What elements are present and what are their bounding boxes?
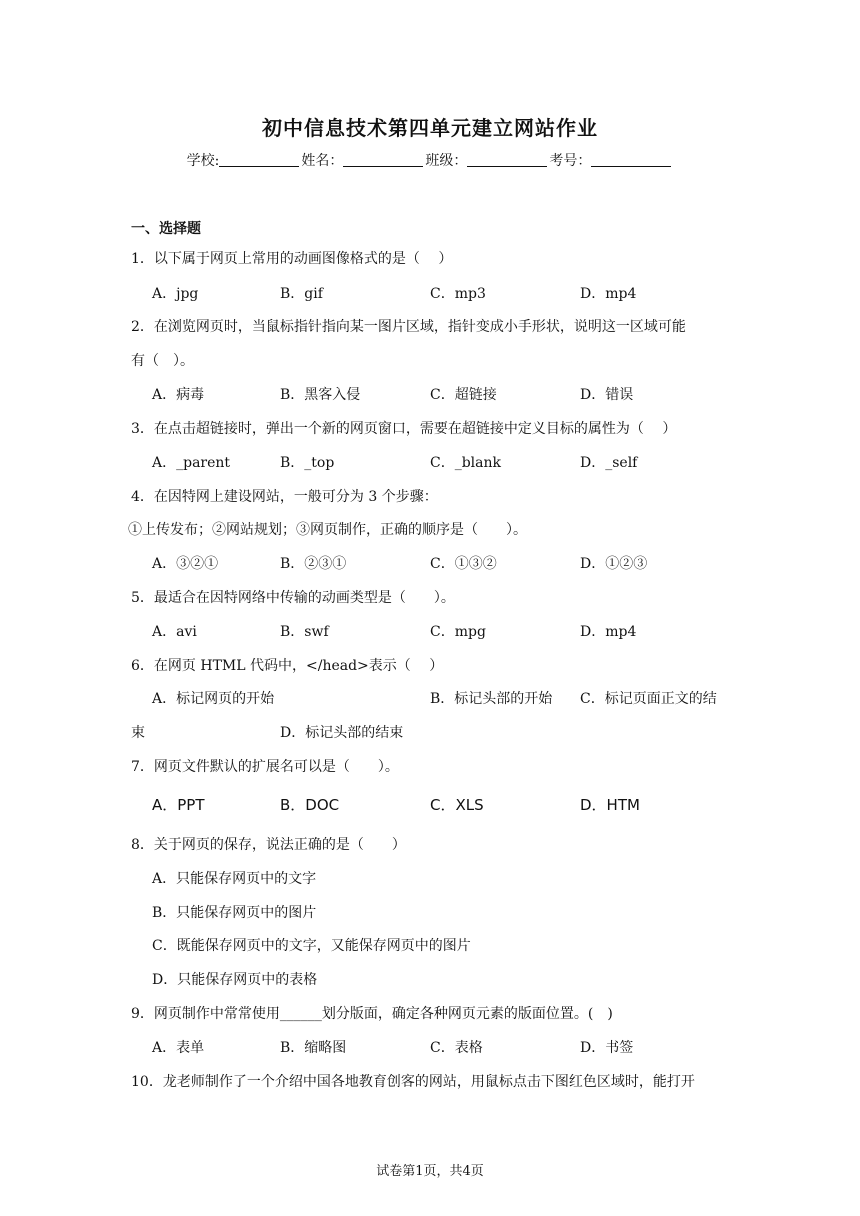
question-text: 在因特网上建设网站，一般可分为 3 个步骤： [153,489,438,505]
option-b [280,794,339,815]
page-title: 初中信息技术第四单元建立网站作业 [262,116,598,140]
exam-no-label: 考号： [549,153,592,169]
option-a-text: A．PPT [152,796,205,814]
question-10 [131,1071,695,1091]
question-text: 以下属于网页上常用的动画图像格式的是（ ） [153,251,453,267]
question-text: 网页文件默认的扩展名可以是（ ）。 [153,759,399,775]
question-number: 2． [131,319,154,335]
class-blank [467,152,547,167]
question-4 [131,486,438,506]
question-number: 4． [131,489,154,505]
option-a [152,794,205,815]
option-b: B．黑客入侵 [280,387,361,403]
question-number: 1． [131,251,154,267]
option-c: C．_blank [430,455,501,471]
option-c: C．mpg [430,624,486,640]
question-2-line-2: 有（ ）。 [131,353,194,369]
option-c-text: C．XLS [430,796,484,814]
question-text: 最适合在因特网络中传输的动画类型是（ ）。 [153,590,455,606]
question-number: 10． [131,1074,163,1090]
question-number: 9． [131,1006,154,1022]
option-d [580,794,640,815]
option-b: B．缩略图 [280,1040,347,1056]
section-title: 一、选择题 [131,221,201,237]
student-info-line [0,150,860,170]
option-c: C．超链接 [430,387,497,403]
question-text: 关于网页的保存，说法正确的是（ ） [153,837,406,853]
option-d: D．_self [580,455,638,471]
option-b: B．gif [280,286,323,302]
question-8 [131,834,406,854]
question-number: 8． [131,837,154,853]
option-b: B．②③① [280,556,347,572]
option-a: A．病毒 [152,387,205,403]
name-blank [343,152,423,167]
option-d: D．书签 [580,1040,634,1056]
option-d: D．错误 [580,387,634,403]
question-7 [131,756,399,776]
option-a: A．_parent [152,455,231,471]
option-a: A．表单 [152,1040,205,1056]
option-c: C．mp3 [430,286,486,302]
question-4-line-2: ①上传发布；②网站规划；③网页制作，正确的顺序是（ ）。 [128,522,527,538]
question-number: 7． [131,759,154,775]
option-b: B．只能保存网页中的图片 [152,905,317,921]
option-d: D．标记头部的结束 [280,725,404,741]
option-a: A．jpg [152,286,199,302]
option-d-text: D．HTM [580,796,640,814]
option-c: C．标记页面正文的结 [580,691,717,707]
school-blank [219,152,299,167]
page-footer: 试卷第1页，共4页 [376,1164,484,1179]
question-5 [131,587,455,607]
question-number: 3． [131,421,154,437]
question-text: 龙老师制作了一个介绍中国各地教育创客的网站，用鼠标点击下图红色区域时，能打开 [162,1074,695,1090]
option-a: A．只能保存网页中的文字 [152,871,317,887]
option-b-text: B．DOC [280,796,340,814]
question-number: 5． [131,590,154,606]
question-3 [131,418,676,438]
option-d: D．①②③ [580,556,648,572]
option-c [430,794,484,815]
class-label: 班级： [425,153,468,169]
question-1 [131,248,452,268]
question-text: 在点击超链接时，弹出一个新的网页窗口，需要在超链接中定义目标的属性为（ ） [153,421,677,437]
option-a: A．③②① [152,556,219,572]
option-c-continued: 束 [131,725,145,741]
option-d: D．mp4 [580,624,637,640]
name-label: 姓名： [301,153,344,169]
option-d: D．只能保存网页中的表格 [152,972,318,988]
question-9 [131,1003,613,1023]
option-c: C．表格 [430,1040,483,1056]
option-a: A．avi [152,624,197,640]
option-b: B．_top [280,455,335,471]
option-d: D．mp4 [580,286,637,302]
exam-no-blank [591,152,671,167]
option-a: A．标记网页的开始 [152,691,275,707]
question-text: 在浏览网页时，当鼠标指针指向某一图片区域，指针变成小手形状，说明这一区域可能 [153,319,686,335]
question-2 [131,316,686,336]
option-c: C．①③② [430,556,497,572]
question-number: 6． [131,658,154,674]
school-label: 学校: [186,153,220,169]
question-6 [131,655,443,675]
option-b: B．swf [280,624,329,640]
option-b: B．标记头部的开始 [430,691,553,707]
option-c: C．既能保存网页中的文字，又能保存网页中的图片 [152,938,471,954]
question-text: 网页制作中常常使用______划分版面，确定各种网页元素的版面位置。( ) [153,1006,613,1022]
question-text: 在网页 HTML 代码中，</head>表示（ ） [153,658,444,674]
